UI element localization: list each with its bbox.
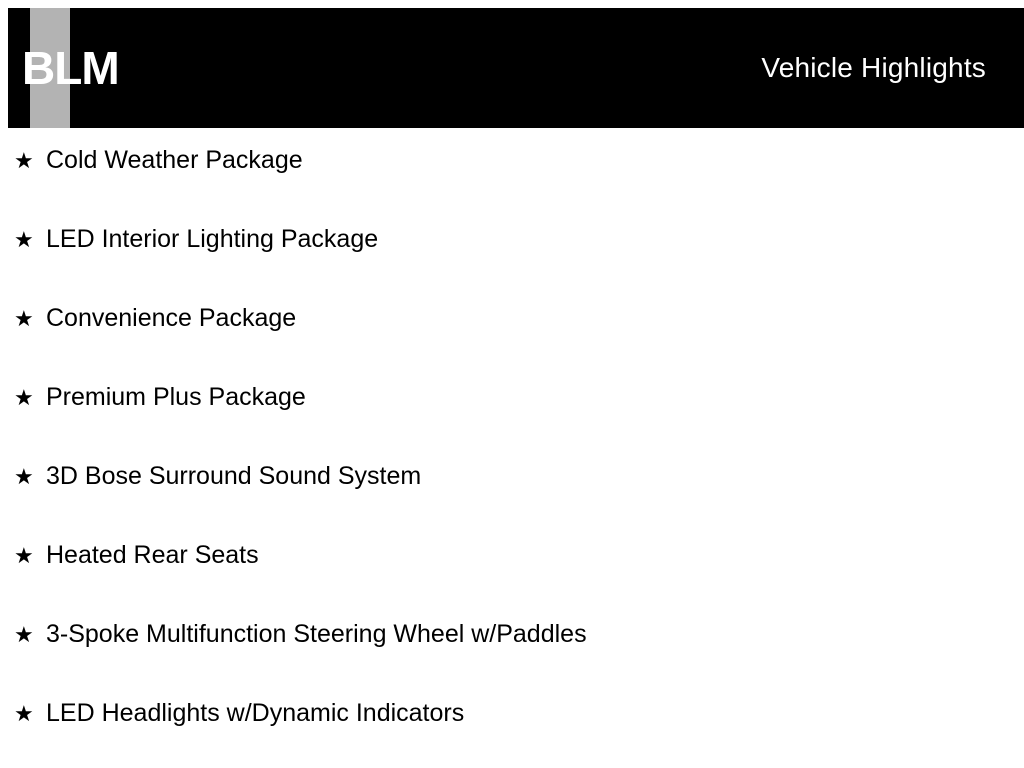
list-item-label: LED Interior Lighting Package [46,225,379,253]
logo-text: BLM [22,42,119,94]
list-item-label: Premium Plus Package [46,383,306,411]
page-title: Vehicle Highlights [761,52,986,83]
list-item [0,148,1024,227]
page-header [8,8,1024,128]
star-icon: ★ [14,148,34,173]
list-item [0,464,1024,543]
list-item [0,543,1024,622]
list-item [0,622,1024,701]
list-item [0,306,1024,385]
list-item-label: 3D Bose Surround Sound System [46,462,422,490]
star-icon: ★ [14,543,34,568]
star-icon: ★ [14,306,34,331]
list-item [0,701,1024,768]
highlights-list [0,128,1024,768]
list-item-label: Convenience Package [46,304,297,332]
list-item-label: 3-Spoke Multifunction Steering Wheel w/Paddles [46,620,587,648]
list-item-label: Heated Rear Seats [46,541,259,569]
list-item-label: Cold Weather Package [46,146,303,174]
star-icon: ★ [14,227,34,252]
star-icon: ★ [14,385,34,410]
star-icon: ★ [14,622,34,647]
list-item-label: LED Headlights w/Dynamic Indicators [46,699,465,727]
blm-logo [8,8,208,128]
list-item [0,385,1024,464]
star-icon: ★ [14,701,34,726]
list-item [0,227,1024,306]
star-icon: ★ [14,464,34,489]
